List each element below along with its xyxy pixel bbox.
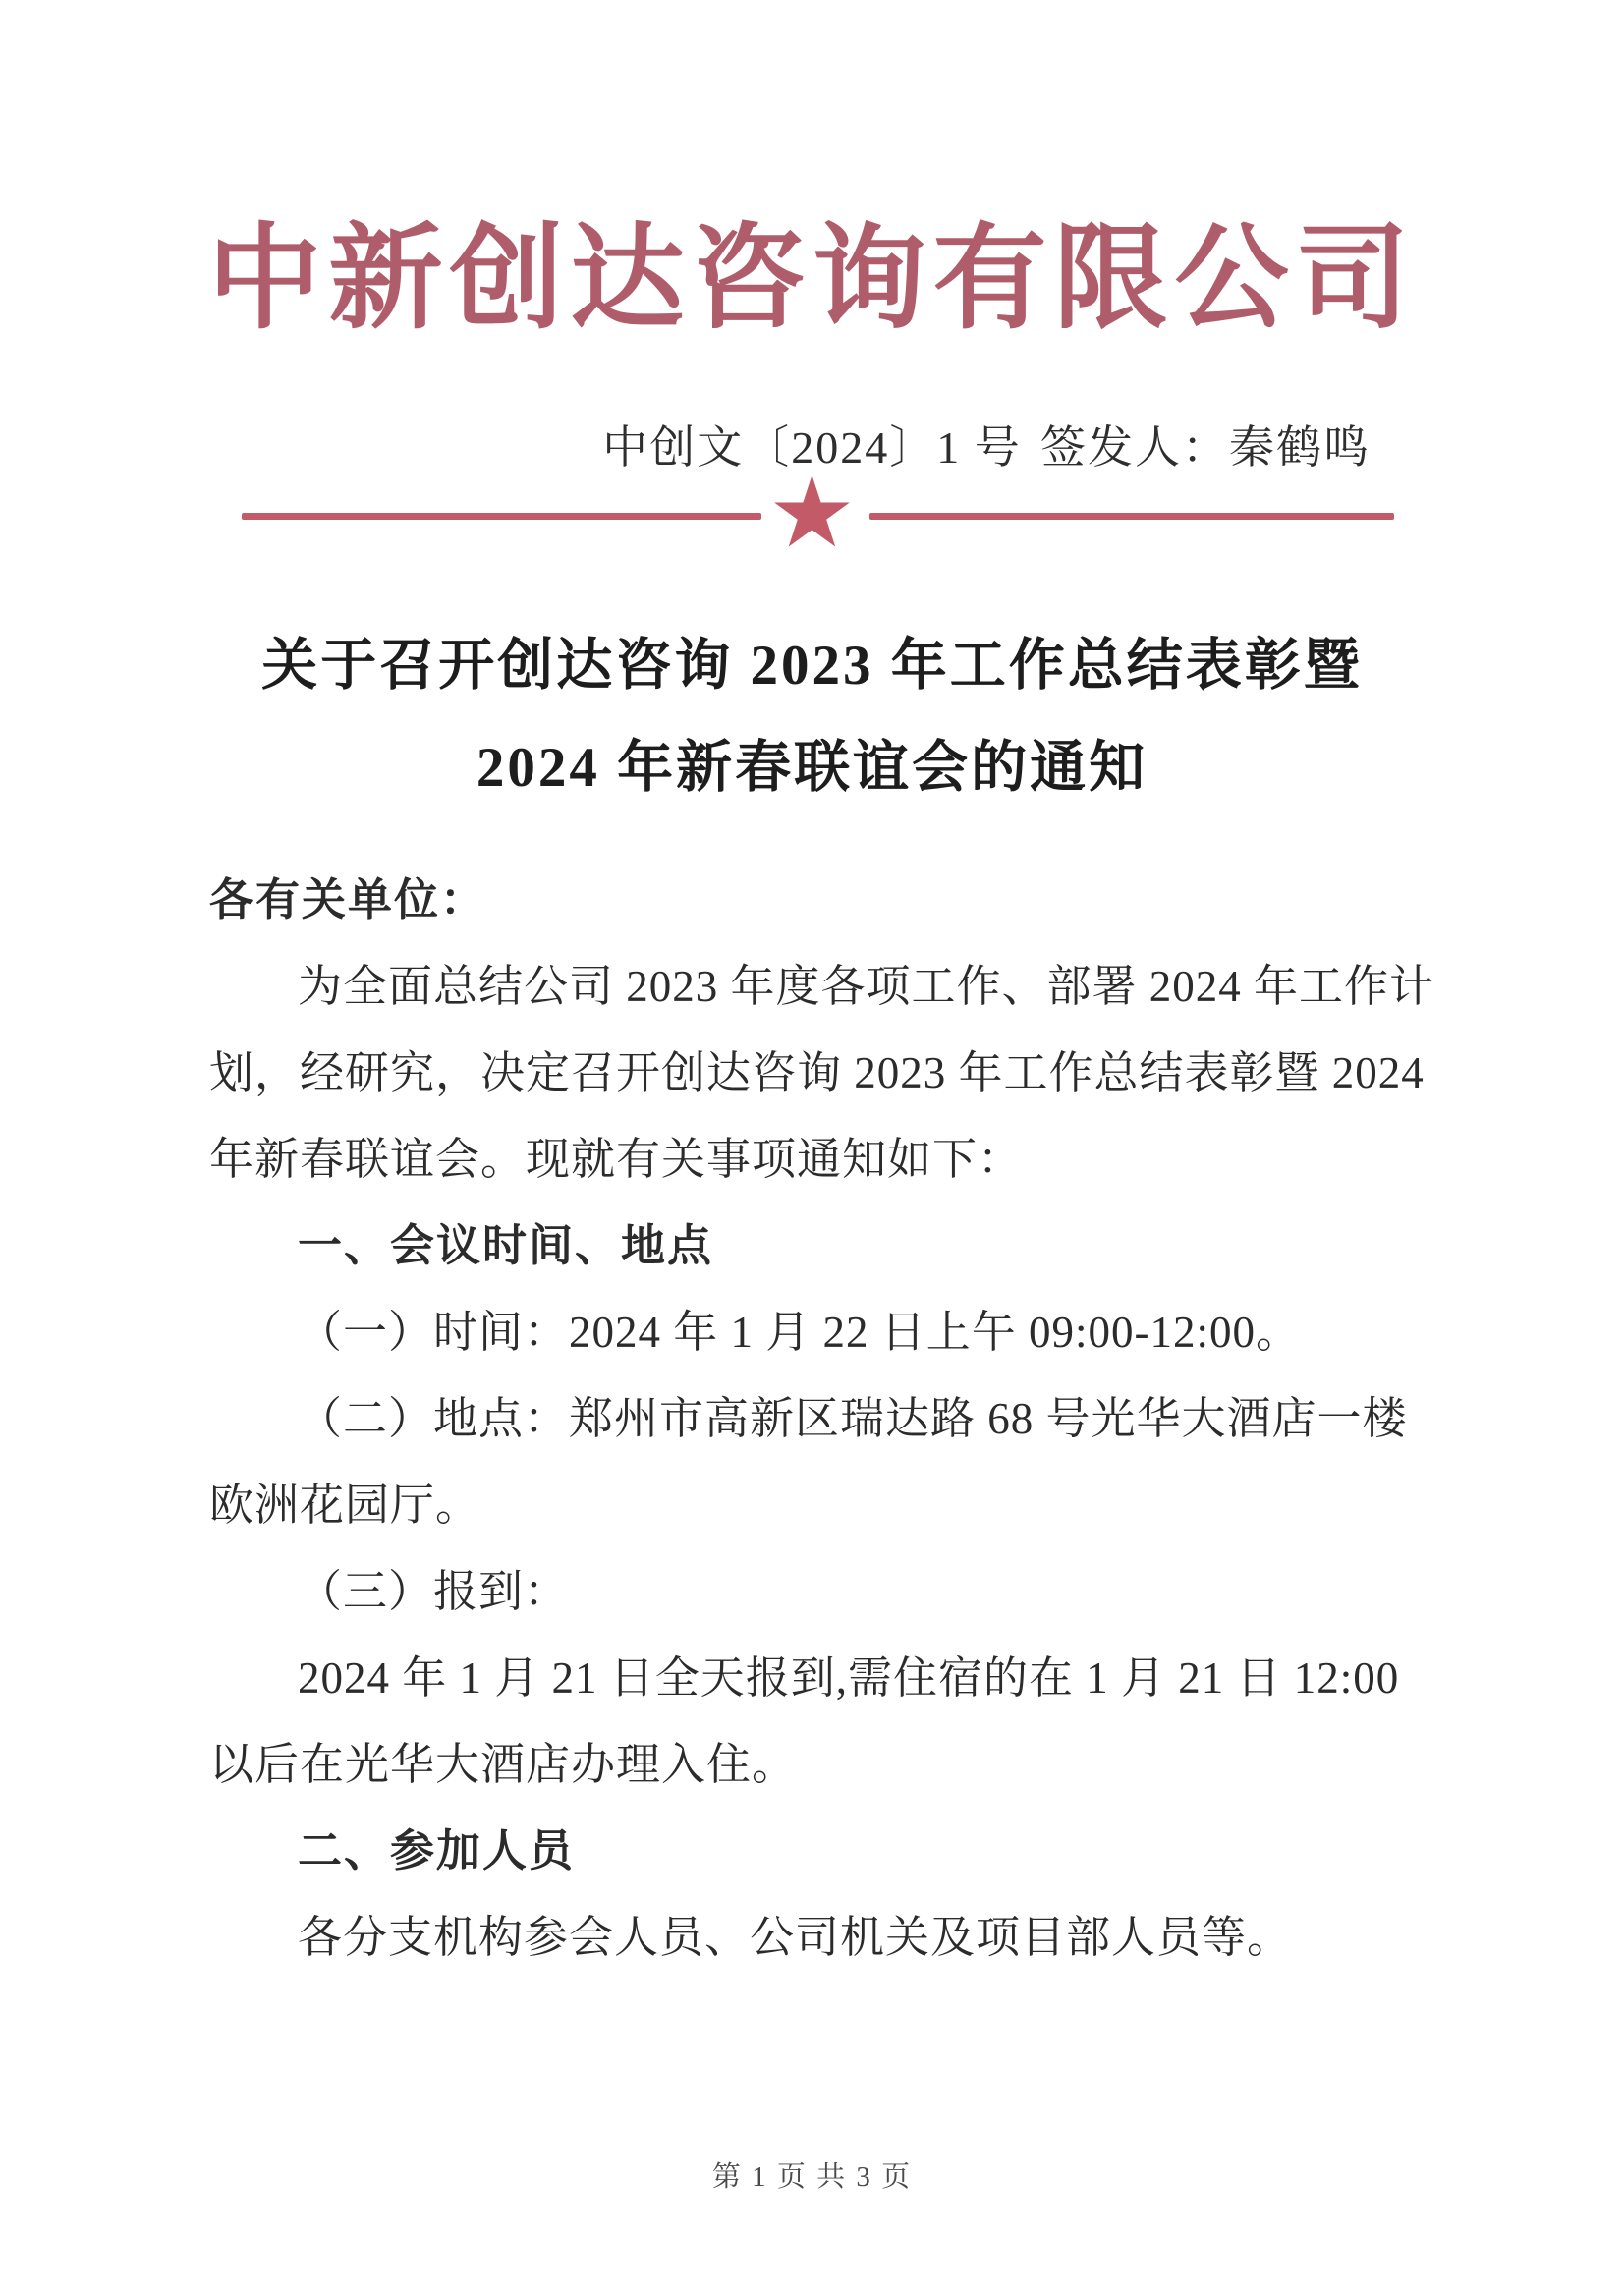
red-star-icon: ★ [767, 455, 857, 570]
body-line: （一）时间：2024 年 1 月 22 日上午 09:00-12:00。 [298, 1308, 1301, 1357]
body-line: 一、会议时间、地点 [298, 1220, 714, 1270]
body-line: 各有关单位： [209, 874, 487, 924]
body-line: 年新春联谊会。现就有关事项通知如下： [209, 1135, 1024, 1184]
body-line: 为全面总结公司 2023 年度各项工作、部署 2024 年工作计 [298, 962, 1435, 1011]
issuer-label: 签发人：秦鹤鸣 [1040, 422, 1371, 473]
body-line: 2024 年 1 月 21 日全天报到,需住宿的在 1 月 21 日 12:00 [298, 1653, 1400, 1703]
body-line: （三）报到： [298, 1567, 570, 1616]
body-line: 划，经研究，决定召开创达咨询 2023 年工作总结表彰暨 2024 [209, 1048, 1425, 1097]
document-title-line2: 2024 年新春联谊会的通知 [476, 737, 1148, 799]
document-title [0, 615, 1624, 819]
page-footer: 第 1 页 共 3 页 [711, 2161, 913, 2193]
company-name-header: 中新创达咨询有限公司 [207, 217, 1417, 343]
body-line: 欧洲花园厅。 [209, 1481, 481, 1530]
body-line: 二、参加人员 [298, 1825, 576, 1875]
body-line: （二）地点：郑州市高新区瑞达路 68 号光华大酒店一楼 [298, 1394, 1408, 1443]
doc-number: 中创文〔2024〕1 号 [602, 422, 1022, 473]
header-divider [0, 455, 1624, 570]
document-body [209, 857, 1447, 1981]
body-line: 各分支机构参会人员、公司机关及项目部人员等。 [298, 1913, 1293, 1962]
document-title-line1: 关于召开创达咨询 2023 年工作总结表彰暨 [261, 635, 1363, 697]
body-line: 以后在光华大酒店办理入住。 [209, 1740, 798, 1789]
